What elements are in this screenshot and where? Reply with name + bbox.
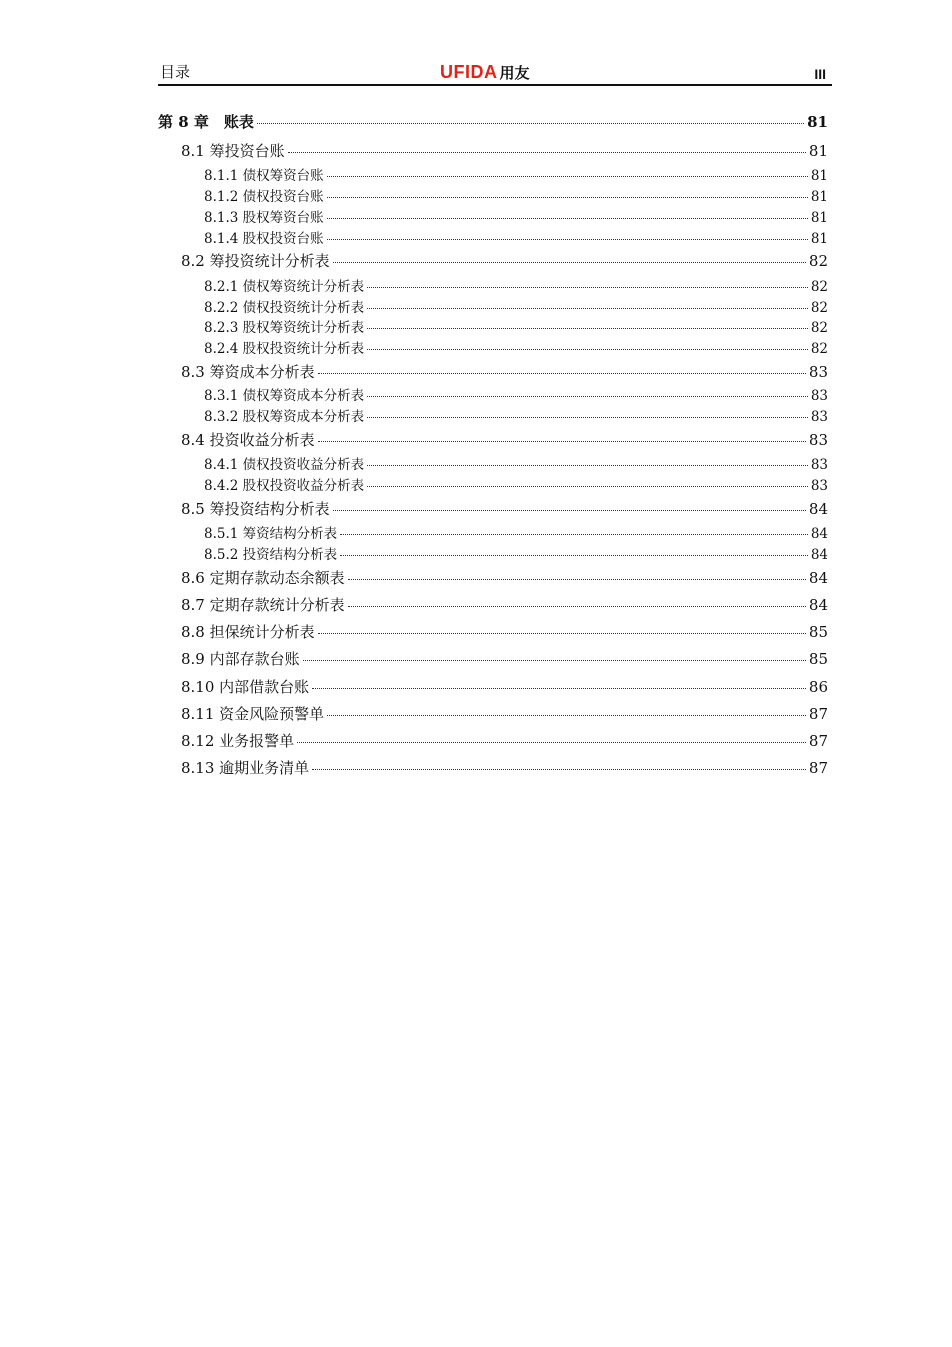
toc-dot-leader [297,742,806,743]
toc-dot-leader [333,510,806,511]
header-page-number: III [814,66,826,82]
toc-entry-label: 8.1.4 股权投资台账 [204,231,324,247]
toc-subsection-entry[interactable] [204,453,828,473]
toc-entry-page: 87 [808,732,828,750]
toc-entry-label: 第 8 章 账表 [158,113,254,131]
toc-entry-label: 8.4.2 股权投资收益分析表 [204,478,365,494]
toc-subsection-entry[interactable] [204,474,828,494]
toc-dot-leader [318,441,806,442]
toc-entry-label: 8.2.3 股权筹资统计分析表 [204,320,365,336]
toc-dot-leader [333,262,806,263]
toc-entry-page: 81 [810,168,828,184]
toc-entry-page: 85 [808,623,828,641]
toc-dot-leader [318,373,806,374]
toc-dot-leader [327,176,808,177]
toc-entry-label: 8.8 担保统计分析表 [181,623,315,641]
toc-section-entry[interactable] [181,429,828,450]
header-section-title: 目录 [160,63,191,81]
toc-entry-page: 81 [810,231,828,247]
toc-entry-label: 8.5.2 投资结构分析表 [204,547,338,563]
toc-dot-leader [312,688,806,689]
toc-entry-page: 87 [808,705,828,723]
toc-dot-leader [327,197,808,198]
toc-entry-label: 8.2.4 股权投资统计分析表 [204,341,365,357]
toc-entry-page: 84 [810,526,828,542]
toc-entry-label: 8.12 业务报警单 [181,732,295,750]
toc-entry-page: 85 [808,650,828,668]
toc-entry-label: 8.9 内部存款台账 [181,650,300,668]
toc-subsection-entry[interactable] [204,227,828,247]
toc-section-entry[interactable] [181,361,828,382]
toc-dot-leader [340,555,808,556]
page-header [158,62,832,86]
toc-dot-leader [367,349,808,350]
toc-entry-label: 8.7 定期存款统计分析表 [181,596,345,614]
toc-subsection-entry[interactable] [204,275,828,295]
logo-brand-text: UFIDA [440,62,498,82]
toc-entry-page: 86 [808,678,828,696]
toc-entry-page: 82 [810,320,828,336]
toc-entry-label: 8.1 筹投资台账 [181,142,285,160]
toc-entry-page: 81 [808,142,828,160]
toc-section-entry[interactable] [181,594,828,615]
toc-section-entry[interactable] [181,140,828,161]
toc-entry-label: 8.5 筹投资结构分析表 [181,500,330,518]
toc-entry-page: 83 [808,431,828,449]
toc-entry-page: 82 [808,252,828,270]
toc-chapter-entry[interactable] [158,111,828,132]
toc-entry-label: 8.3 筹资成本分析表 [181,363,315,381]
toc-subsection-entry[interactable] [204,316,828,336]
toc-entry-page: 81 [810,189,828,205]
toc-entry-page: 84 [808,569,828,587]
toc-entry-page: 83 [810,409,828,425]
toc-dot-leader [303,660,806,661]
toc-entry-label: 8.4 投资收益分析表 [181,431,315,449]
toc-dot-leader [367,396,808,397]
logo-cn-text: 用友 [499,64,530,82]
toc-subsection-entry[interactable] [204,206,828,226]
toc-dot-leader [348,606,806,607]
toc-section-entry[interactable] [181,567,828,588]
toc-entry-label: 8.6 定期存款动态余额表 [181,569,345,587]
toc-section-entry[interactable] [181,648,828,669]
toc-section-entry[interactable] [181,730,828,751]
toc-entry-label: 8.11 资金风险预警单 [181,705,325,723]
toc-entry-label: 8.13 逾期业务清单 [181,759,310,777]
toc-entry-page: 83 [810,388,828,404]
toc-dot-leader [367,465,808,466]
toc-dot-leader [312,769,806,770]
toc-entry-label: 8.2 筹投资统计分析表 [181,252,330,270]
ufida-logo [440,62,530,83]
toc-dot-leader [340,534,808,535]
toc-entry-page: 81 [807,113,828,131]
toc-dot-leader [327,715,806,716]
toc-entry-label: 8.5.1 筹资结构分析表 [204,526,338,542]
toc-entry-page: 82 [810,341,828,357]
toc-dot-leader [288,152,806,153]
toc-subsection-entry[interactable] [204,522,828,542]
toc-dot-leader [367,486,808,487]
toc-dot-leader [348,579,806,580]
toc-subsection-entry[interactable] [204,337,828,357]
toc-section-entry[interactable] [181,703,828,724]
toc-entry-page: 84 [808,500,828,518]
toc-section-entry[interactable] [181,676,828,697]
toc-dot-leader [367,417,808,418]
toc-entry-page: 81 [810,210,828,226]
toc-dot-leader [257,123,804,124]
toc-dot-leader [327,239,808,240]
toc-entry-label: 8.4.1 债权投资收益分析表 [204,457,365,473]
toc-entry-label: 8.1.1 债权筹资台账 [204,168,324,184]
toc-subsection-entry[interactable] [204,384,828,404]
toc-subsection-entry[interactable] [204,296,828,316]
toc-entry-label: 8.2.1 债权筹资统计分析表 [204,279,365,295]
toc-entry-page: 83 [810,478,828,494]
toc-entry-label: 8.1.2 债权投资台账 [204,189,324,205]
toc-entry-page: 84 [808,596,828,614]
toc-entry-page: 87 [808,759,828,777]
toc-dot-leader [318,633,806,634]
toc-entry-page: 84 [810,547,828,563]
toc-entry-page: 83 [808,363,828,381]
toc-section-entry[interactable] [181,621,828,642]
toc-dot-leader [367,308,808,309]
toc-entry-label: 8.10 内部借款台账 [181,678,310,696]
toc-subsection-entry[interactable] [204,543,828,563]
toc-dot-leader [367,287,808,288]
toc-subsection-entry[interactable] [204,405,828,425]
toc-subsection-entry[interactable] [204,164,828,184]
toc-entry-page: 82 [810,300,828,316]
toc-section-entry[interactable] [181,250,828,271]
toc-dot-leader [327,218,808,219]
toc-entry-label: 8.3.2 股权筹资成本分析表 [204,409,365,425]
toc-entry-label: 8.1.3 股权筹资台账 [204,210,324,226]
toc-subsection-entry[interactable] [204,185,828,205]
toc-entry-page: 83 [810,457,828,473]
toc-entry-page: 82 [810,279,828,295]
toc-entry-label: 8.2.2 债权投资统计分析表 [204,300,365,316]
toc-dot-leader [367,328,808,329]
toc-section-entry[interactable] [181,498,828,519]
toc-section-entry[interactable] [181,757,828,778]
toc-entry-label: 8.3.1 债权筹资成本分析表 [204,388,365,404]
